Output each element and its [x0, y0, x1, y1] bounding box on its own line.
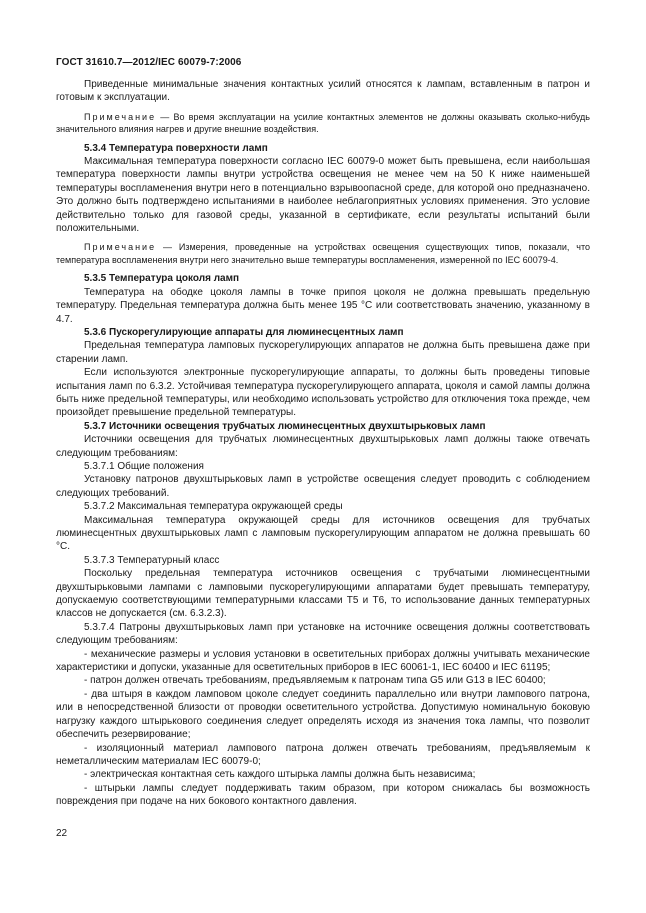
section-5-3-7-1-text: Установку патронов двухштырьковых ламп в устройстве освещения следует проводить с соблюдением следующих требований.	[56, 474, 590, 499]
note-2	[56, 241, 590, 266]
list-item: - электрическая контактная сеть каждого штырька лампы должна быть независима;	[84, 769, 476, 781]
note-1-text: — Во время эксплуатации на усилие контактных элементов не должны оказывать сколько-нибудь значительного влияния нагрев и другие внешние воздействия.	[56, 111, 590, 135]
note-2-text: — Измерения, проведенные на устройствах освещения существующих типов, показали, что температура воспламенения внутри него значительно выше температуры воспламенения, измеренной по IEC 60079-4.	[56, 242, 590, 265]
section-5-3-6-text-1: Предельная температура ламповых пускорегулирующих аппаратов не должна быть превышена даже при старении ламп.	[56, 340, 590, 365]
list-item: - патрон должен отвечать требованиям, предъявляемым к патронам типа G5 или G13 в IEC 60400;	[84, 675, 546, 687]
list-item: - изоляционный материал лампового патрона должен отвечать требованиям, предъявляемым к неметаллическим материалам IEC 60079-0;	[56, 742, 590, 767]
section-5-3-5-text: Температура на ободке цоколя лампы в точке припоя цоколя не должна превышать предельную температуру. Предельная температура должна быть менее 195 °С или соответствовать значению, указанному в 4.7.	[56, 286, 590, 325]
section-5-3-6-text-2: Если используются электронные пускорегулирующие аппараты, то должны быть проведены типовые испытания ламп по 6.3.2. Устойчивая температура пускорегулирующего аппарата, цоколя и самой лампы должна быть ниже предельной температуры, или необходимо использовать устройство для отключения тока прежде, чем произойдет превышение предельной температуры.	[56, 367, 590, 419]
section-5-3-7-1-title: 5.3.7.1 Общие положения	[84, 460, 204, 472]
list-item: - штырьки лампы следует поддерживать таким образом, при котором снижалась бы возможность повреждения при подаче на них бокового контактного давления.	[56, 782, 590, 808]
note-2-label: Примечание	[84, 242, 157, 253]
section-5-3-7-2-title: 5.3.7.2 Максимальная температура окружающей среды	[84, 501, 343, 513]
section-5-3-7-3-title: 5.3.7.3 Температурный класс	[84, 554, 220, 566]
intro-paragraph: Приведенные минимальные значения контактных усилий относятся к лампам, вставленным в патрон и готовым к эксплуатации.	[56, 79, 590, 104]
section-5-3-5-heading: 5.3.5 Температура цоколя ламп	[84, 273, 240, 285]
section-5-3-7-3-text: Поскольку предельная температура источников освещения с трубчатыми люминесцентными двухштырьковыми лампами с ламповыми пускорегулирующими аппаратами будет превышать температуру, допускаемую соответствующими температурными классами Т5 и Т6, то использование данных температурных классов не допускается (см. 6.3.2.3).	[56, 568, 590, 620]
section-5-3-4-text: Максимальная температура поверхности согласно IEC 60079-0 может быть превышена, если наибольшая температура поверхности лампы внутри устройства освещения не менее чем на 50 К ниже наименьшей температуры воспламенения внутри него в потенциально взрывоопасной среде, для которой оно предназначено. Это должно быть подтверждено испытаниями в наиболее неблагоприятных условиях применения. Это условие действительно только для газовой среды, указанной в сертификате, если результаты испытаний были положительными.	[56, 156, 590, 235]
section-5-3-4-heading: 5.3.4 Температура поверхности ламп	[84, 142, 268, 154]
section-5-3-6-heading: 5.3.6 Пускорегулирующие аппараты для люминесцентных ламп	[84, 326, 404, 338]
note-1-label: Примечание	[84, 111, 157, 122]
list-item: - два штыря в каждом ламповом цоколе следует соединить параллельно или внутри лампового патрона, или в непосредственной близости от проводки осветительного устройства. Допустимую номинальную боковую нагрузку каждого штырькового соединения следует определять исходя из значения тока лампы, что позволит обеспечить резервирование;	[56, 688, 590, 741]
section-5-3-7-4-text: 5.3.7.4 Патроны двухштырьковых ламп при установке на источнике освещения должны соответствовать следующим требованиям:	[56, 621, 590, 647]
section-5-3-7-heading: 5.3.7 Источники освещения трубчатых люминесцентных двухштырьковых ламп	[84, 420, 486, 432]
section-5-3-7-2-text: Максимальная температура окружающей среды для источников освещения для трубчатых люминесцентных двухштырьковых ламп с ламповым пускорегулирующим аппаратом не должна превышать 60 °С.	[56, 514, 590, 553]
list-item: - механические размеры и условия установки в осветительных приборах должны учитывать механические характеристики и допуски, указанные для осветительных приборов в IEC 60061-1, IEC 60400 и IEC 61195;	[56, 648, 590, 674]
section-5-3-7-intro: Источники освещения для трубчатых люминесцентных двухштырьковых ламп должны также отвечать следующим требованиям:	[56, 434, 590, 459]
document-header: ГОСТ 31610.7—2012/IEC 60079-7:2006	[56, 57, 242, 68]
page-number: 22	[56, 828, 68, 839]
page-body	[56, 78, 590, 809]
note-1	[56, 111, 590, 136]
